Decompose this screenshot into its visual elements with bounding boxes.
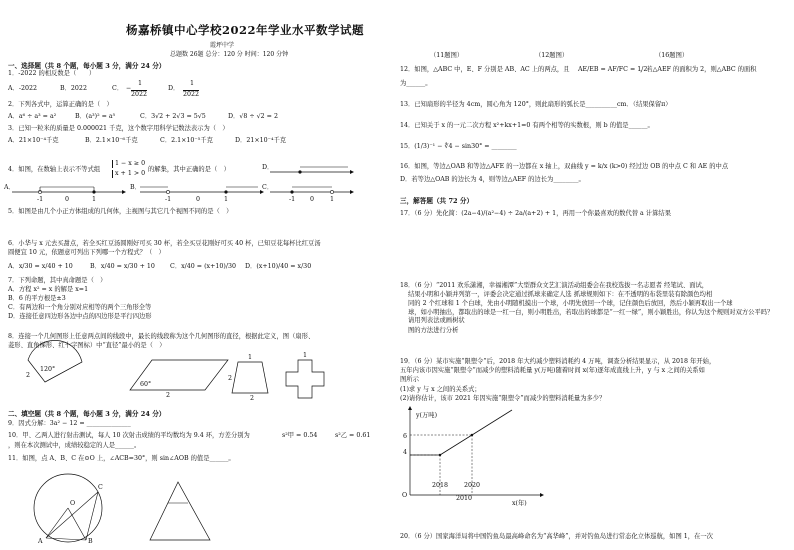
cross-width: 1 — [303, 352, 308, 359]
tick-neg1-c: -1 — [289, 196, 296, 203]
section1-heading: 一、选择题（共 8 个题，每小题 3 分，满分 24 分） — [8, 62, 166, 70]
q1-d-num: 1 — [190, 80, 195, 87]
x-axis-arrow — [540, 493, 544, 497]
q6-option-a: A．x/30 = x/40 + 10 — [8, 263, 73, 270]
q19-text-c: 图所示 — [400, 376, 419, 383]
q4-system-2: x + 1 > 0 — [112, 170, 145, 178]
q2-option-a: A．a⁶ ÷ a³ = a² — [8, 113, 57, 120]
q10-text-a: 10．甲、乙两人进行射击测试，每人 10 次射击成绩的平均数均为 9.4 环，方差分别为 — [8, 432, 250, 439]
q6-text-b: 圆便宜 10 元，依题意可列出下列哪一个方程式？（ ） — [8, 249, 165, 256]
q18-text-b: 结果小明和小颖并列第一，评委会决定通过抓球来确定人选 抓球规则如下：在不透明的布袋里装有除颜色均相 — [408, 291, 713, 298]
q4-label-b: B． — [130, 184, 141, 191]
y-tick-6: 6 — [403, 433, 408, 440]
y-tick-4: 4 — [403, 449, 408, 456]
q16-text-b: D．若等边△OAB 的边长为 4，则等边△AEF 的边长为________。 — [400, 176, 585, 183]
q6-option-d: D．(x+10)/40 = x/30 — [245, 263, 312, 270]
q4-system-1: 1 − x ≥ 0 — [112, 160, 145, 168]
q7-text: 7．下列命题，其中真命题是（ ） — [8, 277, 107, 284]
q19-part-1: (1)求 y 与 x 之间的关系式； — [400, 386, 481, 393]
q12-text-b: ，若△AEF 的面积为 2，则△ABC 的面积 — [640, 66, 757, 73]
q3-option-a: A．21×10⁻⁴千克 — [8, 137, 59, 144]
q1-c-num: 1 — [138, 80, 143, 87]
school-name: 霞坪中学 — [210, 42, 235, 49]
q2-option-d: D．√8 ÷ √2 = 2 — [228, 113, 278, 120]
tick-1-c: 1 — [330, 196, 335, 203]
tick-0-a: 0 — [65, 196, 70, 203]
tick-0-c: 0 — [310, 196, 315, 203]
caption-fig11: （11题图） — [430, 52, 464, 59]
page-title: 杨嘉桥镇中心学校2022年学业水平数学试题 — [125, 23, 364, 37]
q12-fraction: AE/EB = AF/FC = 1/2 — [578, 66, 648, 73]
trapezoid-top: 1 — [248, 354, 253, 361]
x-tick-2018: 2018 — [432, 482, 449, 489]
q13-text: 13．已知扇形的半径为 4cm，圆心角为 120°，则此扇形的弧长是__________cm．（结果保留π） — [400, 101, 672, 108]
q20-text: 20．（6 分）国家海洋局将中国钓鱼岛最高峰命名为“高华峰”，并对钓鱼岛进行常态化立体巡航，如图 1，在一次 — [400, 533, 713, 540]
tick-neg1-a: -1 — [37, 196, 44, 203]
q7-option-b: B．6 的平方根是±3 — [8, 295, 66, 302]
tick-neg1-b: -1 — [165, 196, 172, 203]
q4-label-d: D． — [262, 164, 274, 171]
tick-1-b: 1 — [224, 196, 229, 203]
x-extra-label: 2010 — [456, 495, 473, 502]
tick-0-b: 0 — [196, 196, 201, 203]
trapezoid-left: 2 — [228, 375, 233, 382]
q10-text-b: ，则在本次测试中，成绩较稳定的人是______。 — [8, 442, 141, 449]
q7-option-d: D．连接任意四边形各边中点的四边形是平行四边形 — [8, 313, 152, 320]
q6-option-c: C．x/40 = (x+10)/30 — [170, 263, 236, 270]
q1-text: 1．-2022 的相反数是（ ） — [8, 70, 96, 77]
caption-fig16: （16题图） — [655, 52, 689, 59]
exam-info: 总题数 26题 总分：120 分 时间：120 分钟 — [170, 51, 289, 58]
q1-option-b: B．2022 — [60, 85, 87, 92]
point-a: A — [38, 538, 43, 545]
q3-option-c: C．2.1×10⁻⁵千克 — [160, 137, 213, 144]
q3-option-b: B．2.1×10⁻⁶千克 — [85, 137, 138, 144]
q2-text: 2．下列各式中，运算正确的是（ ） — [8, 101, 113, 108]
q9-text: 9．因式分解：3a² − 12 = ______________ — [8, 420, 131, 427]
data-point-0 — [439, 454, 441, 456]
q17-text: 17．（6 分）先化简：(2a−4)/(a²−4) ÷ 2a/(a+2) + 1，再用一个你最喜欢的数代替 a 计算结果 — [400, 210, 671, 217]
point-c: C — [98, 484, 103, 491]
section2-heading: 二、填空题（共 8 个题，每小题 3 分，满分 24 分） — [8, 410, 166, 418]
q4-text-b: 的解集，其中正确的是（ ） — [148, 166, 230, 173]
q4-text-a: 4．如图，在数轴上表示不等式组 — [8, 166, 101, 173]
graph-line — [440, 410, 512, 455]
y-axis-arrow — [408, 406, 412, 410]
q2-option-c: C．3√2 + 2√3 = 5√5 — [140, 113, 206, 120]
q4-label-a: A． — [4, 184, 15, 191]
q2-option-b: B．(a³)² = a⁵ — [75, 113, 116, 120]
q3-option-d: D．21×10⁻⁴千克 — [235, 137, 287, 144]
caption-fig12: （12题图） — [535, 52, 569, 59]
q8-text-b: 菱形、直角梯形、红十字图标）中“直径”最小的是（ ） — [8, 342, 166, 349]
q1-c-den: 2022 — [131, 91, 148, 98]
y-axis-label: y(万吨) — [416, 412, 438, 419]
q10-variance-b: s²乙 = 0.61 — [335, 432, 371, 439]
q18-text-a: 18．（6 分）“2011 欢乐潇湘，幸福湘潭”大型群众文艺汇演活动组委会在我校选拔一名志愿者 经笔试、面试， — [400, 282, 709, 289]
x-tick-2020: 2020 — [464, 482, 481, 489]
q19-text-a: 19．（6 分）某市实施“限塑令”后，2018 年大约减少塑料消耗约 4 万吨，调查分析结果显示，从 2018 年开始， — [400, 358, 716, 365]
sector-radius: 2 — [26, 372, 31, 379]
q6-text-a: 6．小华与 x 元去买甜点，若全买红豆汤圆刚好可买 30 杯，若全买豆花刚好可买 40 杯，已知豆花每杯比红豆汤 — [8, 240, 321, 247]
q7-option-c: C．有两边和一个角分别对应相等的两个三角形全等 — [8, 304, 152, 311]
q12-text-a: 12．如图，△ABC 中，E、F 分别是 AB、AC 上的两点，且 — [400, 66, 570, 73]
q1-option-d: D． — [168, 85, 180, 92]
q15-text: 15．(1/3)⁻¹ − ∜4 − sin30° = ________ — [400, 143, 517, 150]
origin-label: O — [402, 492, 408, 499]
trapezoid-bottom: 2 — [250, 395, 255, 402]
point-b: B — [88, 538, 93, 545]
q3-text: 3．已知一粒米的质量是 0.000021 千克，这个数字用科学记数法表示为（ ） — [8, 125, 229, 132]
q5-text: 5．如图是由几个小正方体组成的几何体，主视图与其它几个视图不同的是（ ） — [8, 208, 233, 215]
q18-text-e: 图的方法进行分析 — [408, 327, 459, 334]
q14-text: 14．已知关于 x 的一元二次方程 x²+kx+1=0 有两个相等的实数根，则 b 的值是______。 — [400, 122, 654, 129]
q1-d-den: 2022 — [183, 91, 200, 98]
q18-text-d: 球，如小明抽出，都取出的球是一红一白，则小明胜出，若取出的球都是“一红一绿”，则小颖胜出，你认为这个规则对双方公平吗？请用列表法或画树状 — [408, 309, 774, 324]
q11-text: 11．如图，点 A、B、C 在⊙O 上，∠ACB=30°，则 sin∠AOB 的值是______。 — [8, 455, 235, 462]
sector-angle: 120° — [40, 366, 56, 373]
q4-label-c: C． — [262, 184, 274, 191]
section3-heading: 三，解答题（共 72 分） — [400, 197, 474, 205]
q12-text-c: 为______。 — [400, 80, 432, 87]
q6-option-b: B．x/40 = x/30 + 10 — [90, 263, 155, 270]
q16-text-a: 16．如图，等边△OAB 和等边△AFE 的一边都在 x 轴上，双曲线 y = k/x (k>0) 经过边 OB 的中点 C 和 AE 的中点 — [400, 163, 729, 170]
point-o: O — [70, 500, 76, 507]
q18-text-c: 同的 2 个红球和 1 个白球，先由小明随机摸出一个球，小明先放回一个球，记住颜色后放回，然后小颖再取出一个球 — [408, 300, 733, 307]
q19-text-b: 五年内该市因实施“限塑令”而减少的塑料消耗量 y(万吨)随着时间 x(年)逐年成直线上升，y 与 x 之间的关系如 — [400, 367, 705, 374]
q1-option-a: A．-2022 — [8, 85, 37, 92]
tick-1-a: 1 — [92, 196, 97, 203]
q1-option-c: C． — [112, 85, 124, 92]
x-axis-label: x(年) — [512, 500, 527, 507]
q8-text-a: 8．连接一个几何图形上任意两点间的线段中，最长的线段称为这个几何图形的直径，根据此定义，图（扇形、 — [8, 333, 315, 340]
q10-variance-a: s²甲 = 0.54 — [282, 432, 318, 439]
data-point-1 — [471, 434, 473, 436]
q1-c-sign: − — [126, 85, 132, 92]
rhombus-angle: 60° — [140, 381, 152, 388]
q7-option-a: A．方程 x² = x 的解是 x=1 — [8, 286, 89, 293]
q19-part-2: (2)请你估计，该市 2021 年因实施“限塑令”而减少的塑料消耗量为多少？ — [400, 395, 606, 402]
rhombus-side: 2 — [166, 392, 171, 399]
